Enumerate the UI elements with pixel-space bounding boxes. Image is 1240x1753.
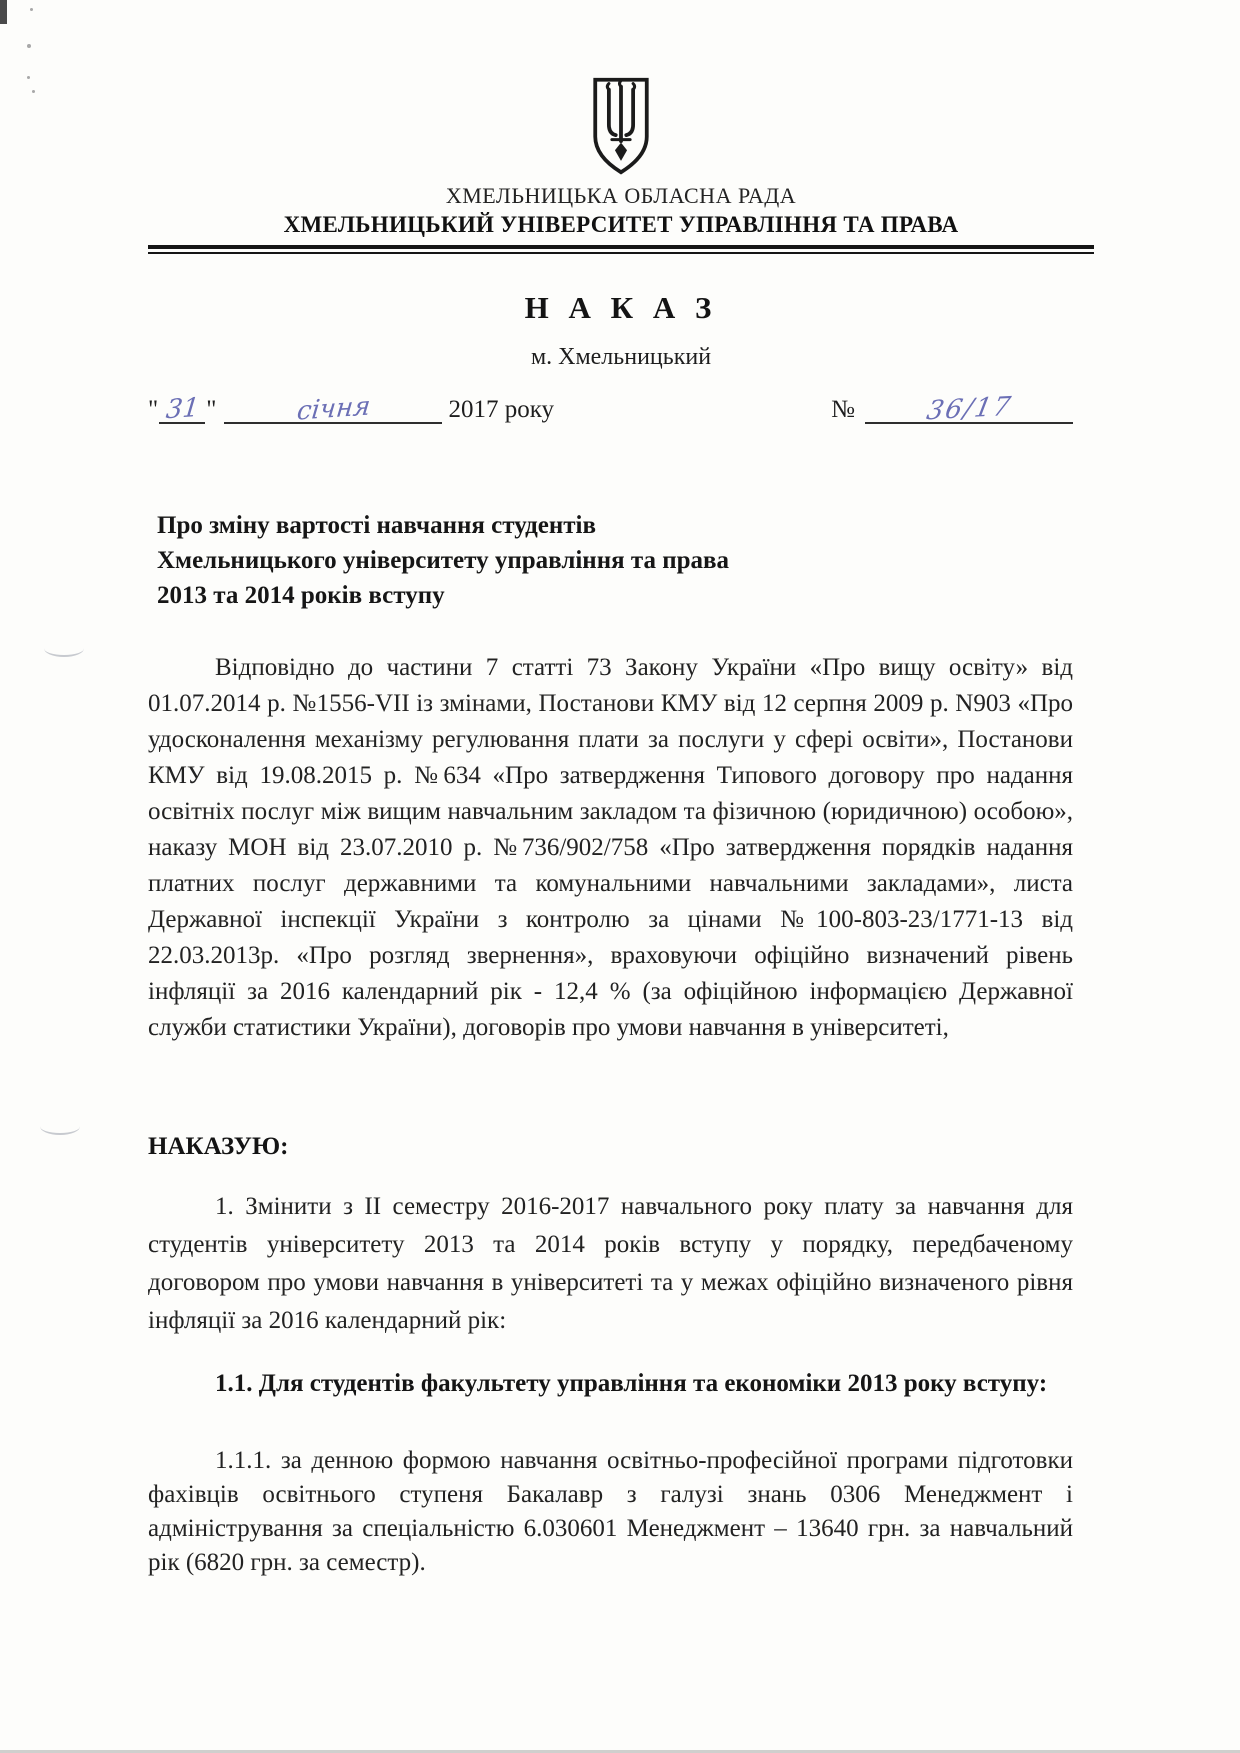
scan-speck (27, 76, 30, 79)
city-line: м. Хмельницький (530, 344, 712, 370)
scan-speck (32, 90, 35, 93)
handwritten-month: січня (295, 391, 372, 427)
university-name: ХМЕЛЬНИЦЬКИЙ УНІВЕРСИТЕТ УПРАВЛІННЯ ТА ПРАВА (283, 212, 959, 237)
order-item-1-1: 1.1. Для студентів факультету управління та економіки 2013 року вступу: (215, 1370, 1048, 1397)
order-item-1-1-1: 1.1.1. за денною формою навчання освітньо-професійної програми підготовки фахівців освітнього ступеня Бакалавр з галузі знань 0306 Менеджмент і адміністрування за спеціальністю 6.030601 Менеджмент – 13640 грн. за навчальний рік (6820 грн. за семестр). (148, 1447, 1073, 1576)
scan-speck (30, 8, 33, 11)
date-line (148, 391, 554, 427)
number-label: № (831, 396, 855, 423)
close-quote: " (206, 396, 217, 423)
subject-line: Про зміну вартості навчання студентів (157, 512, 597, 539)
open-quote: " (148, 396, 159, 423)
ukraine-trident-emblem-icon (583, 76, 659, 176)
handwritten-number: 36/17 (923, 391, 1015, 427)
scan-edge-artifact (0, 0, 7, 24)
order-item-1: 1. Змінити з ІІ семестру 2016-2017 навчального року плату за навчання для студентів університету 2013 та 2014 років вступу у порядку, передбаченому договором про умови навчання в університеті та у межах офіційно визначеного рівня інфляції за 2016 календарний рік: (148, 1193, 1073, 1334)
number-line (831, 391, 1073, 427)
date-number-row (148, 391, 1073, 427)
pencil-mark (44, 640, 84, 657)
header-divider (148, 245, 1094, 254)
preamble-paragraph: Відповідно до частини 7 статті 73 Закону України «Про вищу освіту» від 01.07.2014 р. №1556-VII із змінами, Постанови КМУ від 12 серпня 2009 р. N903 «Про удосконалення механізму регулювання плати за послуги у сфері освіти», Постанови КМУ від 19.08.2015 р. №634 «Про затвердження Типового договору про надання освітніх послуг між вищим навчальним закладом та фізичною (юридичною) особою», наказу МОН від 23.07.2010 р. №736/902/758 «Про затвердження порядків надання платних послуг державними та комунальними навчальними закладами», листа Державної інспекції України з контролю за цінами №100-803-23/1771-13 від 22.03.2013р. «Про розгляд звернення», враховуючи офіційно визначений рівень інфляції за 2016 календарний рік - 12,4 % (за офіційною інформацією Державної служби статистики України), договорів про умови навчання в університеті, (148, 654, 1073, 1041)
subject-line: 2013 та 2014 років вступу (157, 582, 445, 609)
document-header (148, 76, 1094, 254)
pencil-mark (40, 1118, 80, 1135)
council-name: ХМЕЛЬНИЦЬКА ОБЛАСНА РАДА (445, 183, 797, 208)
subject-line: Хмельницького університету управління та права (157, 547, 730, 574)
scan-speck (27, 44, 31, 48)
subject-block (157, 508, 917, 613)
year-text: 2017 року (448, 396, 554, 423)
handwritten-day: 31 (164, 392, 201, 426)
command-word: НАКАЗУЮ: (148, 1133, 289, 1160)
order-type-title: Н А К А З (524, 290, 718, 325)
